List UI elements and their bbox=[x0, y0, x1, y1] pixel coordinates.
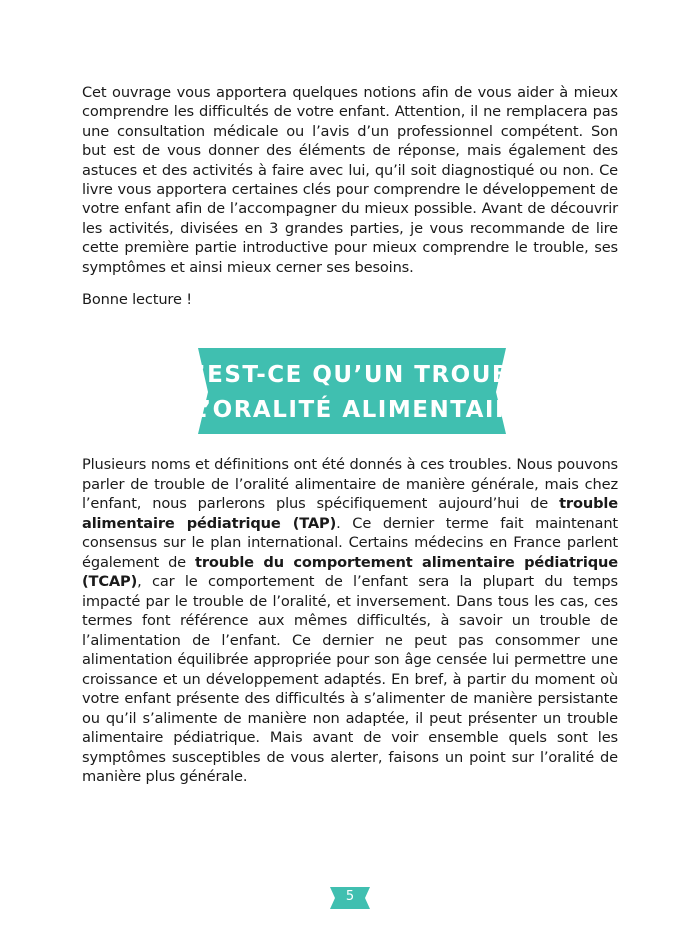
closing-line: Bonne lecture ! bbox=[82, 291, 192, 308]
page-number-badge bbox=[330, 887, 370, 909]
body-paragraph bbox=[82, 455, 618, 787]
body-text-part3: , car le comportement de l’enfant sera la plupart du temps impacté par le trouble de l’oralité, et inversement. Dans tous les cas, ces termes font référence aux mêmes difficultés, à savoir un trouble de l’alimentation de l’enfant. Ce dernier ne peut pas consommer une alimentation équilibrée appropriée pour son âge censée lui permettre une croissance et un développement adaptés. En bref, à partir du moment où votre enfant présente des difficultés à s’alimenter de manière persistante ou qu’il s’alimente de manière non adaptée, il peut présenter un trouble alimentaire pédiatrique. Mais avant de voir ensemble quels sont les symptômes susceptibles de vous alerter, faisons un point sur l’oralité de manière plus générale. bbox=[82, 573, 618, 785]
intro-paragraph: Cet ouvrage vous apportera quelques notions afin de vous aider à mieux comprendre les difficultés de votre enfant. Attention, il ne remplacera pas une consultation médicale ou l’avis d’un professionnel compétent. Son but est de vous donner des éléments de réponse, mais également des astuces et des activités à faire avec lui, qu’il soit diagnostiqué ou non. Ce livre vous apportera certaines clés pour comprendre le développement de votre enfant afin de l’accompagner du mieux possible. Avant de découvrir les activités, divisées en 3 grandes parties, je vous recommande de lire cette première partie introductive pour mieux comprendre le trouble, ses symptômes et ainsi mieux cerner ses besoins. bbox=[82, 84, 618, 276]
page-number: 5 bbox=[345, 889, 355, 904]
section-heading-line2: DE L’ORALITÉ ALIMENTAIRE ? bbox=[144, 397, 556, 423]
body-bold-tcap: trouble du comportement alimentaire pédiatrique (TCAP) bbox=[82, 553, 618, 590]
body-bold-tap: trouble alimentaire pédiatrique (TAP) bbox=[82, 495, 618, 532]
banner-shape bbox=[0, 344, 700, 440]
section-heading-banner bbox=[0, 344, 700, 440]
body-text-part1: Plusieurs noms et définitions ont été donnés à ces troubles. Nous pouvons parler de trouble de l’oralité alimentaire de manière générale, mais chez l’enfant, nous parlerons plus spécifiquement aujourd’hui de bbox=[82, 456, 618, 512]
body-text-part2: . Ce dernier terme fait maintenant consensus sur le plan international. Certains médecins en France parlent également de bbox=[82, 514, 618, 571]
section-heading-line1: QU’EST-CE QU’UN TROUBLE bbox=[155, 362, 545, 388]
